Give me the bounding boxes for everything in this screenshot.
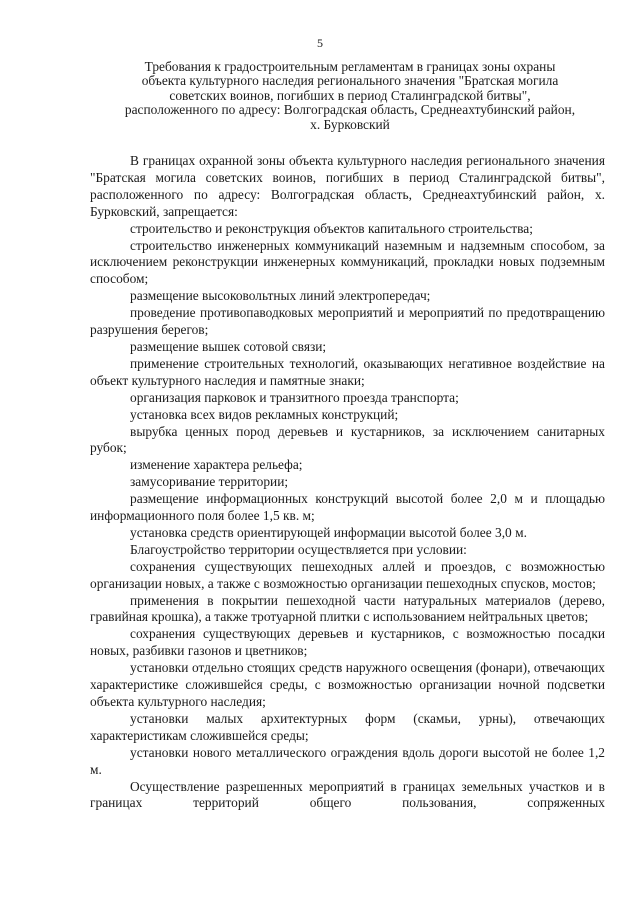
- list-item: размещение вышек сотовой связи;: [130, 338, 327, 354]
- heading-line: объекта культурного наследия регионального значения "Братская могила: [141, 73, 559, 89]
- heading-line: советских воинов, погибших в период Сталинградской битвы",: [169, 87, 531, 103]
- page-number: 5: [317, 36, 323, 50]
- list-item: проведение противопаводковых мероприятий и мероприятий по предотвращению разрушения берегов;: [90, 305, 605, 338]
- document-body: [90, 153, 605, 812]
- heading-line: х. Бурковский: [310, 116, 390, 132]
- list-item: строительство и реконструкция объектов капитального строительства;: [130, 220, 533, 236]
- list-item: размещение информационных конструкций высотой более 2,0 м и площадью информационного поля более 1,5 кв. м;: [90, 491, 605, 524]
- list-item: установка всех видов рекламных конструкций;: [130, 406, 399, 422]
- list-item: замусоривание территории;: [130, 474, 289, 490]
- paragraph: Осуществление разрешенных мероприятий в границах земельных участков и в границах территорий общего пользования, сопряженных: [90, 778, 605, 811]
- heading-line: расположенного по адресу: Волгоградская область, Среднеахтубинский район,: [124, 102, 576, 118]
- list-item: организация парковок и транзитного проезда транспорта;: [130, 389, 459, 405]
- list-item: сохранения существующих деревьев и кустарников, с возможностью посадки новых, разбивки газонов и цветников;: [90, 626, 605, 659]
- list-item: вырубка ценных пород деревьев и кустарников, за исключением санитарных рубок;: [90, 423, 605, 456]
- list-item: применения в покрытии пешеходной части натуральных материалов (дерево, гравийная крошка), а также тротуарной плитки с использованием нейтральных цветов;: [90, 592, 605, 625]
- list-item: изменение характера рельефа;: [130, 457, 303, 473]
- list-item: применение строительных технологий, оказывающих негативное воздействие на объект культурного наследия и памятные знаки;: [90, 355, 605, 388]
- list-item: строительство инженерных коммуникаций наземным и надземным способом, за исключением реконструкции инженерных коммуникаций, прокладки новых подземным способом;: [90, 237, 605, 287]
- paragraph: В границах охранной зоны объекта культурного наследия регионального значения "Братская могила советских воинов, погибших в период Сталинградской битвы", расположенного по адресу: Волгоградская область, Среднеахтубинский район, х. Бурковский, запрещается:: [90, 153, 605, 219]
- list-item: установка средств ориентирующей информации высотой более 3,0 м.: [130, 524, 527, 540]
- paragraph: Благоустройство территории осуществляется при условии:: [130, 541, 467, 557]
- list-item: размещение высоковольтных линий электропередач;: [130, 288, 431, 304]
- document-heading: [80, 60, 620, 132]
- list-item: установки малых архитектурных форм (скамьи, урны), отвечающих характеристикам сложившейся среды;: [90, 710, 605, 743]
- list-item: сохранения существующих пешеходных аллей и проездов, с возможностью организации новых, а также с возможностью организации пешеходных спусков, мостов;: [90, 558, 605, 591]
- heading-line: Требования к градостроительным регламентам в границах зоны охраны: [144, 59, 556, 74]
- list-item: установки отдельно стоящих средств наружного освещения (фонари), отвечающих характеристике сложившейся среды, с возможностью организации ночной подсветки объекта культурного наследия;: [90, 660, 605, 709]
- list-item: установки нового металлического ограждения вдоль дороги высотой не более 1,2 м.: [90, 744, 605, 777]
